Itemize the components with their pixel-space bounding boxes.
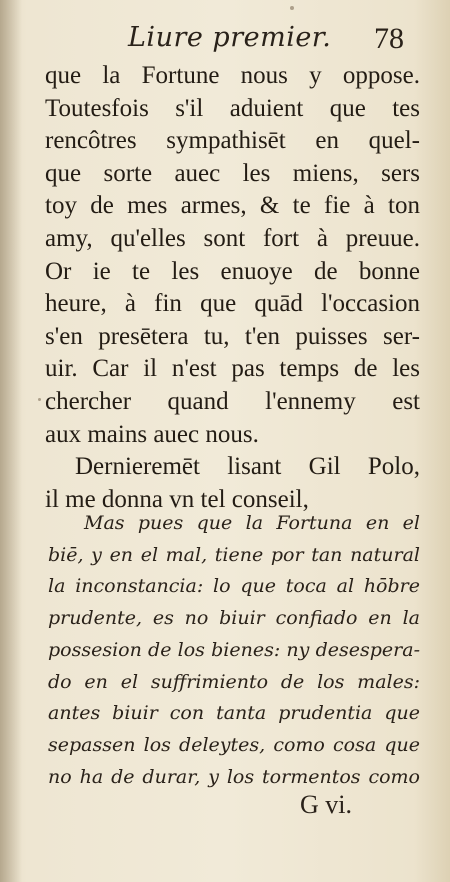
page-number: 78 xyxy=(374,22,404,55)
body-line: chercher quand l'ennemy est xyxy=(45,387,420,415)
body-line: toy de mes armes, & te fie à ton xyxy=(45,192,420,220)
quote-line: Mas pues que la Fortuna en el xyxy=(84,512,420,534)
running-title: Liure premier. xyxy=(128,22,332,53)
body-line: heure, à fin que quād l'occasion xyxy=(45,290,420,318)
quote-line: possesion de los bienes: ny desespera- xyxy=(48,638,420,661)
body-line: uir. Car il n'est pas temps de les xyxy=(45,355,420,383)
ink-speck xyxy=(290,6,294,10)
body-line: Toutesfois s'il aduient que tes xyxy=(45,94,420,122)
binding-shadow xyxy=(0,0,22,882)
body-text xyxy=(45,60,420,516)
body-line: rencôtres sympathisēt en quel- xyxy=(45,127,420,155)
body-line: que la Fortune nous y oppose. xyxy=(45,62,420,89)
quote-line: prudente, es no biuir confiado en la xyxy=(48,607,420,630)
body-line: Or ie te les enuoye de bonne xyxy=(45,257,420,285)
body-line: aux mains auec nous. xyxy=(45,420,259,448)
quote-line: do en el suffrimiento de los males: xyxy=(48,670,420,693)
body-line: que sorte auec les miens, sers xyxy=(45,159,420,187)
body-line: il me donna vn tel conseil, xyxy=(45,485,309,513)
catchword: G vi. xyxy=(300,790,352,819)
body-line: amy, qu'elles sont fort à preuue. xyxy=(45,224,420,252)
quote-line: la inconstancia: lo que toca al hōbre xyxy=(48,575,420,598)
quote-line: sepassen los deleytes, como cosa que xyxy=(48,733,420,756)
spanish-quotation xyxy=(48,508,420,793)
quote-line: biē, y en el mal, tiene por tan natural xyxy=(48,543,420,566)
quote-line: no ha de durar, y los tormentos como xyxy=(48,765,420,788)
ink-speck xyxy=(38,398,41,401)
body-line: s'en presētera tu, t'en puisses ser- xyxy=(45,322,420,350)
quote-line: antes biuir con tanta prudentia que xyxy=(48,702,420,725)
body-line: Dernieremēt lisant Gil Polo, xyxy=(75,453,420,481)
